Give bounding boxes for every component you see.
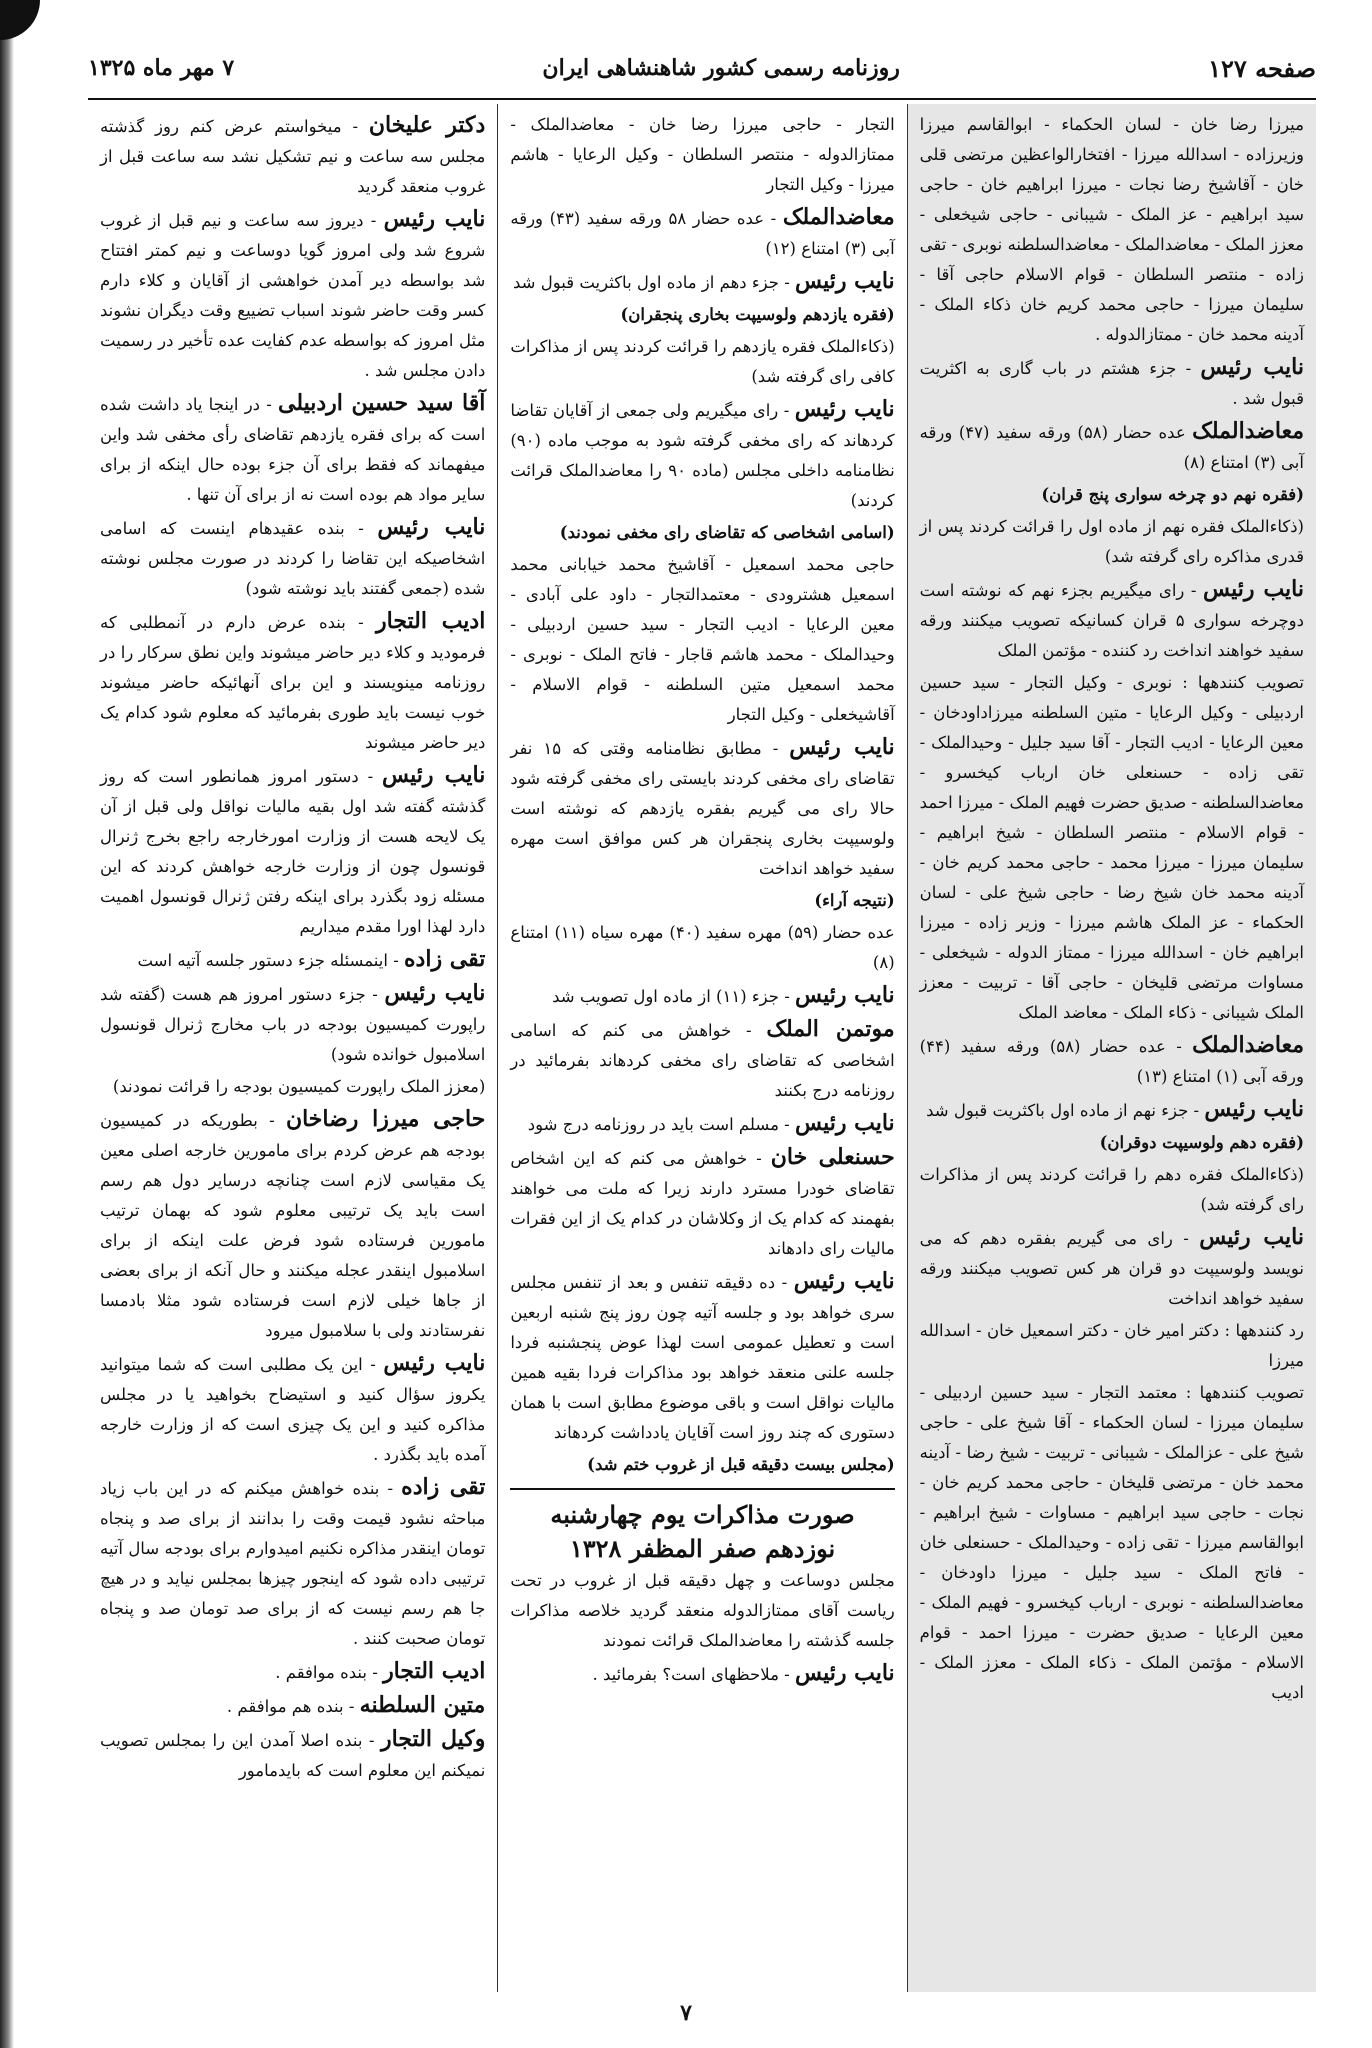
speaker-name: معاضدالملک [782, 204, 895, 230]
paragraph: (مجلس بیست دقیقه قبل از غروب ختم شد) [587, 1455, 895, 1474]
speaker-name: نایب رئیس [382, 762, 486, 788]
paragraph: التجار - حاجی میرزا رضا خان - معاضدالملک - ممتازالدوله - منتصر السلطان - وکیل الرعایا - هاشم میرزا - وکیل التجار [510, 115, 895, 194]
speaker-name: نایب رئیس [793, 1268, 895, 1294]
paragraph [100, 1472, 485, 1654]
column-left [88, 104, 497, 1992]
paragraph [920, 1094, 1304, 1126]
speaker-name: نایب رئیس [789, 734, 895, 760]
paragraph: (فقره دهم ولوسیپت دوقران) [1099, 1133, 1304, 1152]
speech-text: - رای میگیریم ولی جمعی از آقایان تقاضا کردهاند که رای مخفی گرفته شود به موجب ماده (۹۰) نظامنامه داخلی مجلس (ماده ۹۰ را معاضدالملک قرائت کردند) [510, 401, 895, 510]
paragraph [510, 394, 894, 516]
column-middle [497, 104, 906, 1992]
speaker-name: تقی زاده [401, 1474, 486, 1500]
paragraph [510, 980, 894, 1012]
speaker-name: نایب رئیس [1203, 576, 1304, 602]
speech-text: - میخواستم عرض کنم روز گذشته مجلس سه ساعت و نیم تشکیل نشد سه ساعت قبل از غروب منعقد گردید [100, 117, 486, 196]
paragraph: (نتیجه آراء) [814, 891, 895, 910]
paragraph [100, 1656, 485, 1688]
speaker-name: تقی زاده [404, 946, 486, 972]
speaker-name: نایب رئیس [795, 268, 895, 294]
paragraph [100, 606, 485, 758]
paragraph [920, 574, 1304, 666]
paragraph [510, 202, 894, 264]
speech-text: - جزء دهم از ماده اول باکثریت قبول شد [512, 273, 796, 292]
paragraph: میرزا رضا خان - لسان الحکماء - ابوالقاسم میرزا وزیرزاده - اسدالله میرزا - افتخارالواعظین مرتضی قلی خان - آقاشیخ رضا نجات - میرزا ابراهیم خان - حاجی سید ابراهیم - عز الملک - شیبانی - حاجی شیخعلی - معزز الملک - معاضدالملک - معاضدالسلطنه نوبری - تقی زاده - منتصر السلطان - قوام الاسلام حاجی آقا - سلیمان میرزا - حاجی محمد کریم خان ذکاء الملک - آدینه محمد خان - ممتازالدوله . [919, 115, 1304, 344]
speaker-name: موتمن الملک [766, 1016, 895, 1042]
speaker-name: معاضدالملک [1192, 1032, 1304, 1058]
speaker-name: نایب رئیس [1204, 1096, 1304, 1122]
paragraph: (ذکاءالملک فقره یازدهم را قرائت کردند پس از مذاکرات کافی رای گرفته شد) [510, 337, 895, 386]
speaker-name: وکیل التجار [381, 1726, 486, 1752]
speaker-name: نایب رئیس [1199, 1224, 1304, 1250]
paragraph [100, 760, 485, 942]
speaker-name: نایب رئیس [795, 982, 895, 1008]
paragraph [920, 416, 1304, 478]
speech-text: - اینمسئله جزء دستور جلسه آتیه است [137, 951, 405, 970]
binding-shadow [0, 0, 14, 2048]
paragraph [100, 1104, 485, 1346]
paragraph: (فقره یازدهم ولوسیپت بخاری پنجقران) [620, 305, 895, 324]
speaker-name: نایب رئیس [1200, 354, 1304, 380]
page-number: صفحه ۱۲۷ [1208, 53, 1316, 83]
paragraph [510, 1108, 894, 1140]
speech-text: - جزء هشتم در باب گاری به اکثریت قبول شد . [919, 359, 1304, 408]
paragraph: (فقره نهم دو چرخه سواری پنج قران) [1041, 485, 1304, 504]
paragraph [100, 388, 485, 510]
speech-text: - جزء دستور امروز هم هست (گفته شد راپورت کمیسیون بودجه در باب مخارج ژنرال قونسول اسلامبول خوانده شود) [100, 985, 486, 1064]
speech-text: - رای میگیریم بجزء نهم که نوشته است دوچرخه سواری ۵ قران کسانیکه تصویب میکنند ورقه سفید خواهند انداخت رد کننده - مؤتمن الملک [919, 581, 1304, 660]
speech-text: - دیروز سه ساعت و نیم قبل از غروب شروع شد ولی امروز گویا دوساعت و نیم کمتر افتتاح شد بواسطه دیر آمدن خواهشی از آقایان و کلاء دارم کسر وقت حاضر شوند اسباب تضییع وقت دیگران نشوند مثل امروز که بواسطه عدم کفایت عده تأخیر در رسمیت دادن مجلس شد . [100, 211, 486, 380]
paragraph: تصویب کنندهها : نوبری - وکیل التجار - سید حسین اردبیلی - وکیل الرعایا - متین السلطنه میرزاداودخان - معین الرعایا - ادیب التجار - آقا سید جلیل - وحیدالملک - تقی زاده - حسنعلی خان ارباب کیخسرو - معاضدالسلطنه - صدیق حضرت فهیم الملک - میرزا احمد - قوام الاسلام - منتصر السلطان - شیخ ابراهیم - سلیمان میرزا - میرزا محمد - حاجی محمد کریم خان - آدینه محمد خان شیخ رضا - حاجی شیخ علی - لسان الحکماء - عز الملک هاشم میرزا - وزیر زاده - میرزا ابراهیم خان - اسدالله میرزا - ممتاز الدوله - شیخعلی - مساوات مرتضی قلیخان - حاجی آقا - تربیت - معزز الملک شیبانی - ذکاء الملک - معاضد الملک [919, 673, 1304, 1022]
paragraph [510, 1014, 894, 1106]
speech-text: - رای می گیریم بفقره دهم که می نویسد ولوسیپت دو قران هر کس تصویب میکنند ورقه سفید خواهد انداخت [919, 1229, 1304, 1308]
paragraph: مجلس دوساعت و چهل دقیقه قبل از غروب در تحت ریاست آقای ممتازالدوله منعقد گردید خلاصه مذاکرات جلسه گذشته را معاضدالملک قرائت نمودند [510, 1571, 895, 1650]
corner-mark [0, 0, 40, 40]
paragraph [510, 266, 894, 298]
paragraph [100, 944, 485, 976]
text-columns [88, 104, 1316, 1992]
paragraph [100, 978, 485, 1070]
paragraph: تصویب کنندهها : معتمد التجار - سید حسین اردبیلی - سلیمان میرزا - لسان الحکماء - آقا شیخ علی - حاجی شیخ علی - عزالملک - شیبانی - تربیت - شیخ رضا - آدینه محمد خان - مرتضی قلیخان - حاجی محمد کریم خان - نجات - حاجی سید ابراهیم - مساوات - شیخ ابراهیم - ابوالقاسم میرزا - تقی زاده - وحیدالملک - حسنعلی خان - فاتح الملک - سید جلیل - میرزا داودخان - معاضدالسلطنه - نوبری - ارباب کیخسرو - فهیم الملک - معین الرعایا - صدیق حضرت - میرزا احمد - قوام الاسلام - مؤتمن الملک - ذکاء الملک - معزز الملک - ادیب [919, 1383, 1304, 1702]
speech-text: - مطابق نظامنامه وقتی که ۱۵ نفر تقاضای رای مخفی کردند بایستی رای مخفی گرفته شود حالا رای می گیریم بفقره یازدهم که نوشته است ولوسیپت بخاری پنجقران هر کس موافق است مهره سفید خواهد انداخت [510, 739, 895, 878]
paragraph [100, 1690, 485, 1722]
paragraph [510, 732, 894, 884]
speech-text: - بنده عرض دارم در آنمطلبی که فرمودید و کلاء دیر حاضر میشوند واین نطق سرکار را در روزنامه مینویسند و این برای آنهائیکه حاضر میشوند خوب نیست باید طوری بفرمائید که معلوم شود کدام یک دیر حاضر میشوند [100, 613, 486, 752]
paragraph [100, 204, 485, 386]
paragraph [510, 1658, 894, 1690]
paragraph [510, 1266, 894, 1448]
speech-text: - بنده هم موافقم . [226, 1697, 360, 1716]
speaker-name: آقا سید حسین اردبیلی [278, 390, 486, 416]
speaker-name: نایب رئیس [795, 1660, 895, 1686]
speech-text: - جزء نهم از ماده اول باکثریت قبول شد [926, 1101, 1205, 1120]
paragraph [920, 352, 1304, 414]
speaker-name: نایب رئیس [383, 206, 486, 232]
speech-text: - بنده عقیدهام اینست که اسامی اشخاصیکه این تقاضا را کردند در صورت مجلس نوشته شده (جمعی گفتند باید نوشته شود) [100, 519, 486, 598]
speech-text: - جزء (۱۱) از ماده اول تصویب شد [552, 987, 796, 1006]
speaker-name: نایب رئیس [795, 1110, 895, 1136]
speech-text: - بطوریکه در کمیسیون بودجه هم عرض کردم برای مامورین خارجه اصلی معین یک مقیاسی لازم است چنانچه درسایر دول هم رسم است باید یک ترتیبی معلوم شود که بهمان ترتیب مامورین فرستاده شود فرض علت اینکه از برای اسلامبول اینقدر عجله میکنند و حال آنکه از برای بعضی از جاها خیلی لازم است فرستاده شود مثلا بادمسا نفرستادند ولی با سلامبول میرود [100, 1111, 486, 1340]
paragraph [100, 1724, 485, 1786]
paragraph [920, 1222, 1304, 1314]
paragraph: عده حضار (۵۹) مهره سفید (۴۰) مهره سیاه (۱۱) امتناع (۸) [510, 923, 895, 972]
column-right [907, 104, 1316, 1992]
speaker-name: نایب رئیس [384, 980, 486, 1006]
speaker-name: ادیب التجار [376, 608, 486, 634]
speaker-name: ادیب التجار [383, 1658, 486, 1684]
paragraph [920, 1030, 1304, 1092]
page-header [88, 40, 1316, 96]
speech-text: - این یک مطلبی است که شما میتوانید یکروز سؤال کنید و استیضاح بخواهید یا در مجلس مذاکره کنید و این یک چیزی است که از وزارت خارجه آمده باید بگذرد . [100, 1355, 486, 1464]
paragraph: حاجی محمد اسمعیل - آقاشیخ محمد خیابانی محمد اسمعیل هشترودی - معتمدالتجار - داود علی آبادی - معین الرعایا - ادیب التجار - سید حسین اردبیلی - وحیدالملک - محمد هاشم قاجار - فاتح الملک - نوبری - محمد اسمعیل متین السلطنه - قوام الاسلام - آقاشیخعلی - وکیل التجار [510, 555, 895, 724]
speech-text: - در اینجا یاد داشت شده است که برای فقره یازدهم تقاضای رأی مخفی شد واین میفهماند که فقط برای آن جزء بوده حال اینکه از برای سایر مواد هم بوده است نه از برای آن تنها . [100, 395, 486, 504]
newspaper-title: روزنامه رسمی کشور شاهنشاهی ایران [542, 55, 900, 81]
speech-text: - عده حضار ۵۸ ورقه سفید (۴۳) ورقه آبی (۳) امتناع (۱۲) [510, 209, 895, 258]
section-title-date: نوزدهم صفر المظفر ۱۳۲۸ [569, 1534, 836, 1563]
paragraph: (ذکاءالملک فقره نهم از ماده اول را قرائت کردند پس از قدری مذاکره رای گرفته شد) [919, 517, 1304, 566]
speech-text: - بنده اصلا آمدن این را بمجلس تصویب نمیکنم این معلوم است که بایدمامور [100, 1731, 486, 1780]
paragraph: (ذکاءالملک فقره دهم را قرائت کردند پس از مذاکرات رای گرفته شد) [919, 1165, 1304, 1214]
speech-text: - ده دقیقه تنفس و بعد از تنفس مجلس سری خواهد بود و جلسه آتیه چون روز پنج شنبه اربعین است و تعطیل عمومی است لهذا عوض پنجشنبه فردا جلسه علنی منعقد خواهد بود مذاکرات فردا بقیه همین مالیات نواقل است و باقی موضوع مطابق است با همان دستوری که چند روز است آقایان یادداشت کردهاند [510, 1273, 895, 1442]
paragraph: (معزز الملک راپورت کمیسیون بودجه را قرائت نمودند) [112, 1077, 486, 1096]
speech-text: - بنده موافقم . [275, 1663, 384, 1682]
paragraph [100, 1348, 485, 1470]
speaker-name: نایب رئیس [377, 514, 486, 540]
paragraph [100, 110, 485, 202]
speech-text: - بنده خواهش میکنم که در این باب زیاد مباحثه نشود قیمت وقت را بدانند از برای صد و پنجاه تومان اینقدر مذاکره نکنیم امیدوارم برای بودجه سال آتیه ترتیبی داده شود که اینجور چیزها بمجلس نیاید و در هیچ جا هم رسم نیست که از برای صد تومان صد و پنجاه تومان صحبت کنند . [100, 1479, 486, 1648]
speaker-name: نایب رئیس [794, 396, 895, 422]
issue-date: ۷ مهر ماه ۱۳۲۵ [88, 55, 235, 81]
speech-text: عده حضار (۵۸) ورقه سفید (۴۷) ورقه آبی (۳) امتناع (۸) [919, 423, 1304, 472]
speaker-name: متین السلطنه [359, 1692, 486, 1718]
paragraph [510, 1142, 894, 1264]
speaker-name: دکتر علیخان [368, 112, 486, 138]
page-folio: ۷ [680, 2000, 692, 2026]
speaker-name: نایب رئیس [383, 1350, 486, 1376]
speech-text: - خواهش می کنم که این اشخاص تقاضای خودرا مسترد دارند زیرا که ملت می خواهند بفهمند که کدام یک از وکلاشان در کدام یک از این فقرات مالیات رای دادهاند [510, 1149, 895, 1258]
header-rule [88, 98, 1316, 100]
section-title-line: صورت مذاکرات یوم چهارشنبه [550, 1500, 855, 1529]
speech-text: - دستور امروز همانطور است که روز گذشته گفته شد اول بقیه مالیات نواقل ولی قبل از آن یک لایحه هست از وزارت امورخارجه راجع بخرج ژنرال قونسول چون از وزارت خارجه خواهش کردند که این مسئله زود بگذرد برای اینکه رفتن ژنرال قونسول اهمیت دارد لهذا اورا مقدم میداریم [100, 767, 486, 936]
paragraph: (اسامی اشخاصی که تقاضای رای مخفی نمودند) [559, 523, 895, 542]
paragraph [100, 512, 485, 604]
speech-text: - خواهش می کنم که اسامی اشخاصی که تقاضای رای مخفی کردهاند بفرمائید در روزنامه درج بکنند [510, 1021, 895, 1100]
speaker-name: معاضدالملک [1192, 418, 1305, 444]
speech-text: - مسلم است باید در روزنامه درج شود [527, 1115, 796, 1134]
paragraph: رد کنندهها : دکتر امیر خان - دکتر اسمعیل خان - اسدالله میرزا [919, 1321, 1304, 1370]
speech-text: - عده حضار (۵۸) ورقه سفید (۴۴) ورقه آبی (۱) امتناع (۱۳) [919, 1037, 1304, 1086]
section-title [510, 1488, 894, 1566]
speech-text: - ملاحظهای است؟ بفرمائید . [592, 1665, 796, 1684]
speaker-name: حسنعلی خان [770, 1144, 895, 1170]
speaker-name: حاجی میرزا رضاخان [285, 1106, 486, 1132]
